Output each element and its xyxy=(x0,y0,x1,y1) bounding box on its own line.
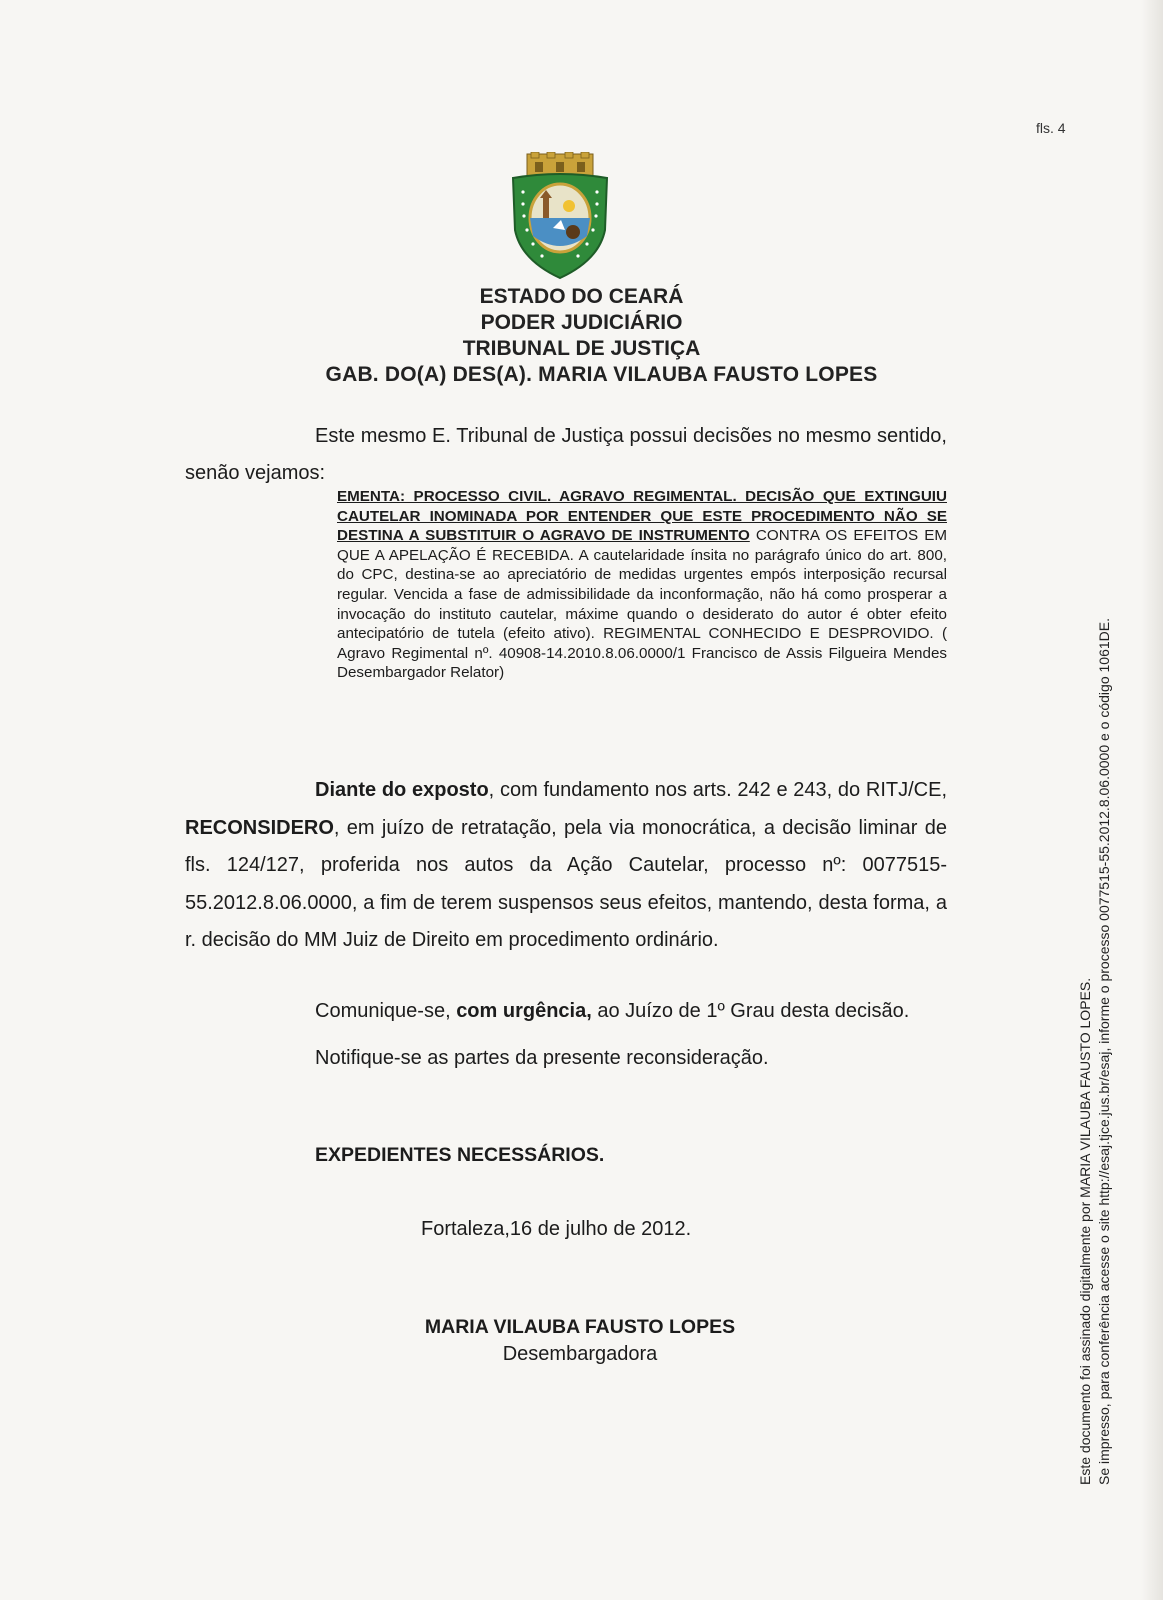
intro-paragraph: Este mesmo E. Tribunal de Justiça possui decisões no mesmo sentido, senão vejamos: xyxy=(185,425,947,484)
page-number: fls. 4 xyxy=(1036,120,1066,136)
header-state: ESTADO DO CEARÁ xyxy=(479,285,684,308)
expedientes-heading: EXPEDIENTES NECESSÁRIOS. xyxy=(315,1144,605,1166)
decision-paragraph xyxy=(185,772,947,960)
decision-bold-opening: Diante do exposto xyxy=(315,779,489,801)
page-edge-shadow xyxy=(1141,0,1163,1600)
digital-signature-note xyxy=(1076,495,1114,1485)
letterhead xyxy=(200,284,963,388)
header-court: TRIBUNAL DE JUSTIÇA xyxy=(462,337,701,360)
ementa-body: CONTRA OS EFEITOS EM QUE A APELAÇÃO É RECEBIDA. A cautelaridade ínsita no parágrafo único do art. 800, do CPC, destina-se ao apreciatório de medidas urgentes empós interposição recursal regular. Vencida a fase de admissibilidade da inconformação, não há como prosperar a invocação do instituto cautelar, máxime quando o desiderato do autor é obter efeito antecipatório de tutela (efeito ativo). REGIMENTAL CONHECIDO E DESPROVIDO. ( Agravo Regimental nº. 40908-14.2010.8.06.0000/1 Francisco de Assis Filgueira Mendes Desembargador Relator) xyxy=(337,527,948,682)
header-office: GAB. DO(A) DES(A). MARIA VILAUBA FAUSTO LOPES xyxy=(325,363,878,386)
digital-signature-line-1: Este documento foi assinado digitalmente por MARIA VILAUBA FAUSTO LOPES. xyxy=(1077,977,1093,1485)
comunique-text-2: ao Juízo de 1º Grau desta decisão. xyxy=(591,1000,910,1022)
ementa-lead: EMENTA: PROCESSO CIVIL. AGRAVO REGIMENTAL. DECISÃO QUE EXTINGUIU CAUTELAR INOMINADA POR ENTENDER QUE ESTE PROCEDIMENTO NÃO SE DESTINA A SUBSTITUIR O AGRAVO DE INSTRUMENTO xyxy=(337,488,947,545)
decision-text-1: , com fundamento nos arts. 242 e 243, do RITJ/CE, xyxy=(488,779,947,801)
signer-name: MARIA VILAUBA FAUSTO LOPES xyxy=(424,1316,736,1338)
header-power: PODER JUDICIÁRIO xyxy=(480,311,683,334)
decision-text-2: , em juízo de retratação, pela via monocrática, a decisão liminar de fls. 124/127, proferida nos autos da Ação Cautelar, processo nº: 0077515-55.2012.8.06.0000, a fim de terem suspensos seus efeitos, mantendo, desta forma, a r. decisão do MM Juiz de Direito em procedimento ordinário. xyxy=(185,816,947,951)
ceara-coat-of-arms-emblem xyxy=(509,152,611,287)
comunique-text-1: Comunique-se, xyxy=(315,1000,457,1022)
signer-role: Desembargadora xyxy=(502,1343,658,1365)
place-date: Fortaleza,16 de julho de 2012. xyxy=(421,1218,692,1240)
ementa-quote xyxy=(337,487,947,683)
digital-signature-line-2: Se impresso, para conferência acesse o site http://esaj.tjce.jus.br/esaj, informe o processo 0077515-55.2012.8.06.0000 e o código 1061DE. xyxy=(1096,618,1112,1485)
decision-bold-verdict: RECONSIDERO xyxy=(185,816,334,839)
comunique-paragraph xyxy=(315,1000,909,1023)
notifique-paragraph: Notifique-se as partes da presente reconsideração. xyxy=(315,1047,769,1069)
comunique-bold: com urgência, xyxy=(456,1000,592,1022)
